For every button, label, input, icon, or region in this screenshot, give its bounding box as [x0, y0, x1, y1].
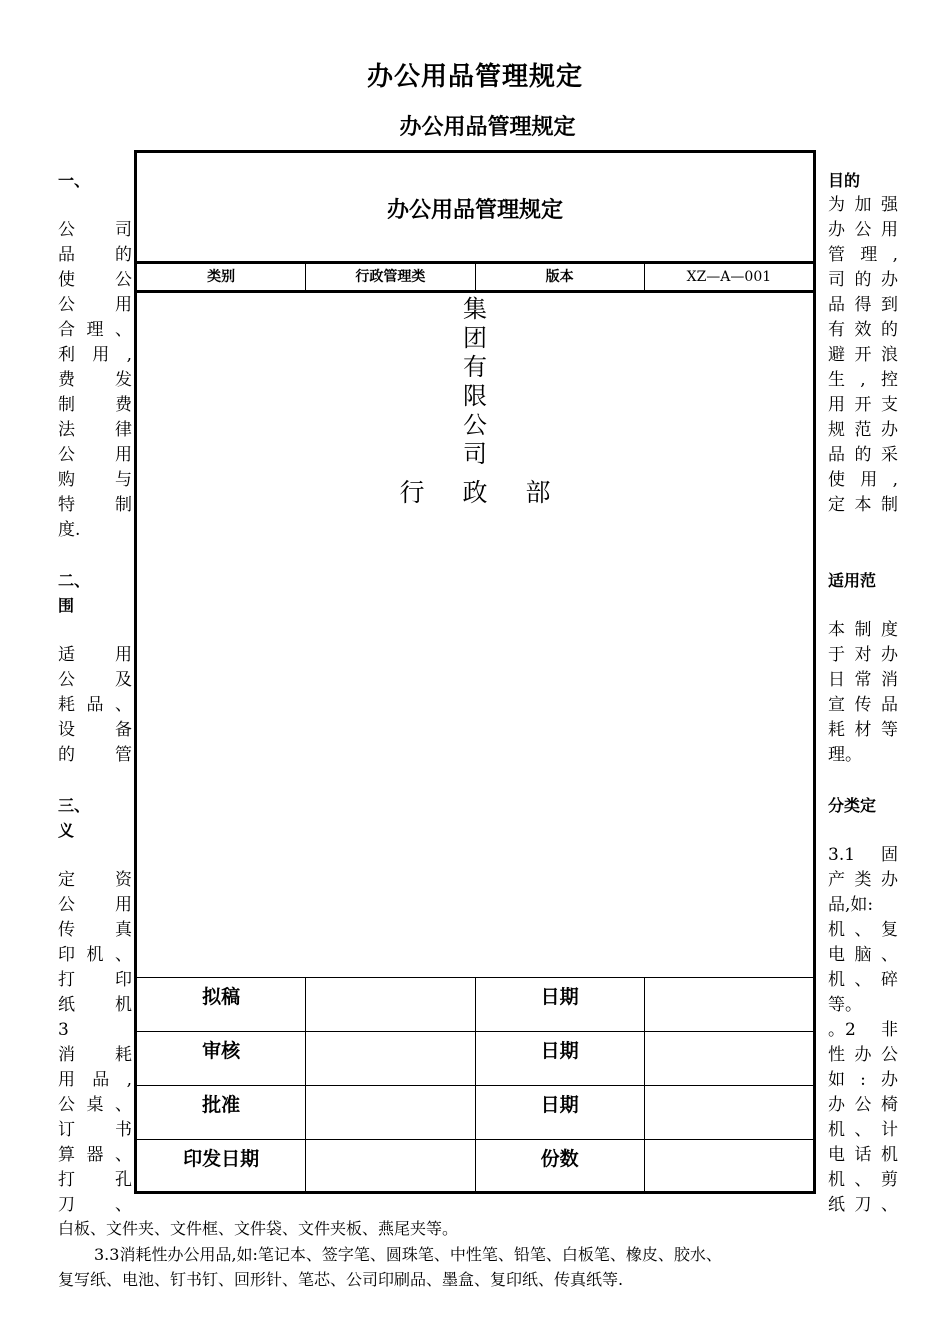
column-line: 度. — [58, 520, 81, 540]
column-line: 如 : 办 — [828, 1070, 898, 1090]
column-line: 使 公 — [58, 270, 132, 290]
column-line — [828, 593, 898, 618]
sign-label: 日期 — [476, 978, 645, 1031]
column-line: 设 备 — [58, 720, 132, 740]
column-line: 购 与 — [58, 470, 132, 490]
column-line: 围 — [58, 596, 75, 615]
column-line: 公 桌 、 — [58, 1095, 132, 1115]
column-line: 纸 刀 、 — [828, 1195, 898, 1215]
column-line: 定 资 — [58, 870, 132, 890]
column-line — [58, 193, 132, 218]
page-subtitle: 办公用品管理规定 — [399, 115, 576, 140]
column-line: 管 理 , — [828, 245, 898, 265]
sign-value[interactable] — [306, 1032, 475, 1085]
column-line: 耗 品 、 — [58, 695, 132, 715]
company-char: 集 — [463, 295, 487, 323]
footer-line-3: 复写纸、电池、钉书钉、回形针、笔芯、公司印刷品、墨盒、复印纸、传真纸等. — [58, 1270, 624, 1289]
sign-value[interactable] — [645, 978, 813, 1031]
column-line: 于 对 办 — [828, 645, 898, 665]
column-line: 。2 非 — [828, 1020, 898, 1040]
sign-value[interactable] — [645, 1140, 813, 1193]
sign-row — [137, 1085, 813, 1139]
column-line: 费 发 — [58, 370, 132, 390]
sign-value[interactable] — [645, 1032, 813, 1085]
department-name — [137, 473, 813, 509]
footer-line-1: 白板、文件夹、文件框、文件袋、文件夹板、燕尾夹等。 — [58, 1219, 459, 1238]
sign-label: 份数 — [476, 1140, 645, 1193]
sign-label: 审核 — [137, 1032, 306, 1085]
column-line: 等。 — [828, 995, 862, 1015]
column-line: 电 脑 、 — [828, 945, 898, 965]
column-line: 订 书 — [58, 1120, 132, 1140]
column-line: 使 用 , — [828, 470, 898, 490]
sign-row — [137, 977, 813, 1031]
column-line: 品,如: — [828, 895, 874, 915]
sign-value[interactable] — [306, 1086, 475, 1139]
column-line: 分类定 — [828, 796, 877, 815]
column-line: 打 印 — [58, 970, 132, 990]
sign-off-table — [137, 977, 813, 1193]
sign-label: 日期 — [476, 1032, 645, 1085]
column-line: 合 理 、 — [58, 320, 132, 340]
column-line: 品 的 采 — [828, 445, 898, 465]
column-line: 用 开 支 — [828, 395, 898, 415]
column-line: 机 、 碎 — [828, 970, 898, 990]
header-version-label: 版本 — [476, 264, 645, 290]
column-line: 公 及 — [58, 670, 132, 690]
column-line: 制 费 — [58, 395, 132, 415]
column-line: 刀 、 — [58, 1195, 132, 1215]
sign-value[interactable] — [645, 1086, 813, 1139]
column-line: 印 机 、 — [58, 945, 132, 965]
column-line: 适用范 — [828, 571, 877, 590]
column-line: 电 话 机 — [828, 1145, 898, 1165]
right-text-column — [828, 168, 898, 1218]
column-line: 利 用 , — [58, 345, 132, 365]
sign-value[interactable] — [306, 1140, 475, 1193]
column-line — [58, 768, 132, 793]
sign-row — [137, 1139, 813, 1193]
company-char: 团 — [463, 324, 487, 352]
column-line: 的 管 — [58, 745, 132, 765]
column-line: 机 、 计 — [828, 1120, 898, 1140]
column-line: 义 — [58, 821, 75, 840]
frame-title: 办公用品管理规定 — [386, 198, 563, 223]
company-char: 限 — [463, 382, 487, 410]
column-line: 二、 — [58, 571, 91, 590]
company-name-vertical — [137, 295, 813, 469]
sign-label: 印发日期 — [137, 1140, 306, 1193]
column-line: 3 — [58, 1020, 69, 1040]
dept-char: 政 — [462, 478, 488, 507]
dept-char: 部 — [525, 478, 551, 507]
column-line: 公 司 — [58, 220, 132, 240]
sign-label: 批准 — [137, 1086, 306, 1139]
column-line: 适 用 — [58, 645, 132, 665]
column-line: 生 , 控 — [828, 370, 898, 390]
column-line: 规 范 办 — [828, 420, 898, 440]
column-line — [828, 518, 898, 543]
column-line: 三、 — [58, 796, 91, 815]
column-line: 传 真 — [58, 920, 132, 940]
column-line: 法 律 — [58, 420, 132, 440]
dept-char: 行 — [399, 478, 425, 507]
column-line: 日 常 消 — [828, 670, 898, 690]
column-line — [828, 543, 898, 568]
sign-label: 日期 — [476, 1086, 645, 1139]
column-line: 避 开 浪 — [828, 345, 898, 365]
column-line: 有 效 的 — [828, 320, 898, 340]
column-line: 品 得 到 — [828, 295, 898, 315]
left-text-column — [58, 168, 132, 1218]
column-line: 司 的 办 — [828, 270, 898, 290]
company-char: 公 — [463, 411, 487, 439]
column-line: 产 类 办 — [828, 870, 898, 890]
column-line: 办 公 用 — [828, 220, 898, 240]
column-line: 特 制 — [58, 495, 132, 515]
column-line: 品 的 — [58, 245, 132, 265]
column-line: 一、 — [58, 171, 91, 190]
column-line: 定 本 制 — [828, 495, 898, 515]
column-line: 机 、 复 — [828, 920, 898, 940]
column-line: 宣 传 品 — [828, 695, 898, 715]
column-line: 消 耗 — [58, 1045, 132, 1065]
sign-label: 拟稿 — [137, 978, 306, 1031]
column-line: 本 制 度 — [828, 620, 898, 640]
column-line: 目的 — [828, 171, 861, 190]
column-line: 理。 — [828, 745, 862, 765]
column-line — [58, 618, 132, 643]
column-line: 用 品 , — [58, 1070, 132, 1090]
column-line: 3.1 固 — [828, 845, 898, 865]
column-line: 打 孔 — [58, 1170, 132, 1190]
column-line: 公 用 — [58, 295, 132, 315]
header-category-label: 类别 — [137, 264, 306, 290]
column-line: 性 办 公 — [828, 1045, 898, 1065]
column-line: 为 加 强 — [828, 195, 898, 215]
column-line — [828, 818, 898, 843]
column-line: 公 用 — [58, 445, 132, 465]
sign-value[interactable] — [306, 978, 475, 1031]
column-line: 算 器 、 — [58, 1145, 132, 1165]
column-line — [58, 843, 132, 868]
column-line: 机 、 剪 — [828, 1170, 898, 1190]
header-row — [137, 261, 813, 293]
column-line: 耗 材 等 — [828, 720, 898, 740]
header-version-value: XZ—A—001 — [686, 269, 772, 285]
column-line: 纸 机 — [58, 995, 132, 1015]
footer-line-2: 3.3消耗性办公用品,如:笔记本、签字笔、圆珠笔、中性笔、铅笔、白板笔、橡皮、胶水、 — [94, 1245, 722, 1264]
company-char: 有 — [463, 353, 487, 381]
company-char: 司 — [463, 440, 487, 468]
column-line: 办 公 椅 — [828, 1095, 898, 1115]
page-title: 办公用品管理规定 — [366, 62, 583, 92]
sign-row — [137, 1031, 813, 1085]
column-line — [58, 543, 132, 568]
column-line — [828, 768, 898, 793]
header-category-value: 行政管理类 — [306, 264, 475, 290]
document-cover-frame — [134, 150, 816, 1194]
column-line: 公 用 — [58, 895, 132, 915]
